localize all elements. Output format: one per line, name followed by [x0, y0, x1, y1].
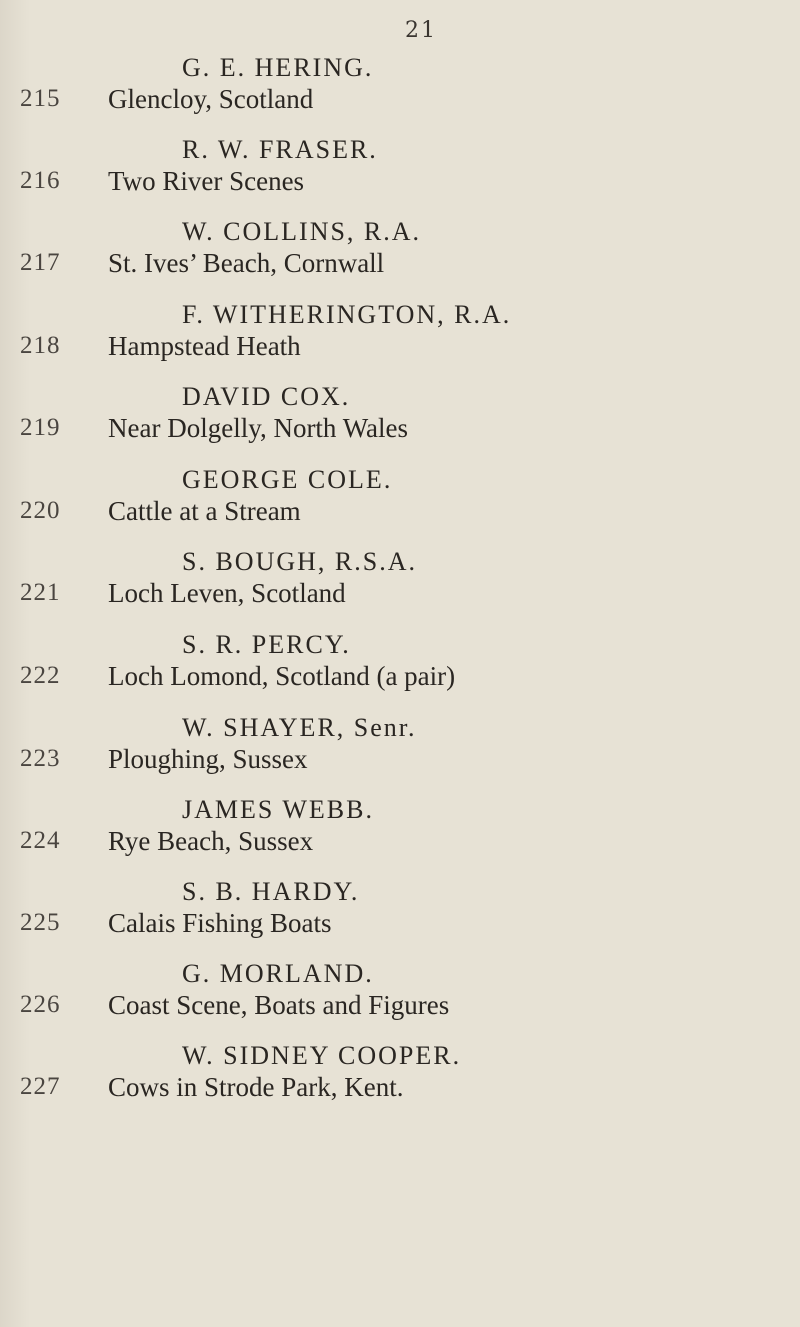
- catalogue-entry: [0, 959, 800, 1039]
- painting-title: Two River Scenes: [108, 166, 305, 196]
- catalogue-entry: [0, 630, 800, 710]
- lot-number: 221: [20, 579, 61, 606]
- artist-name: G. E. HERING.: [182, 53, 374, 82]
- catalogue-entry: [0, 713, 800, 793]
- artist-name: R. W. FRASER.: [182, 135, 378, 164]
- painting-title: Loch Lomond, Scotland (a pair): [108, 661, 456, 691]
- artist-name: DAVID COX.: [182, 382, 351, 411]
- lot-number: 217: [20, 249, 61, 276]
- artist-name: W. SHAYER, Senr.: [182, 713, 417, 742]
- lot-number: 215: [20, 85, 61, 112]
- painting-title: Ploughing, Sussex: [108, 744, 308, 774]
- catalogue-entry: [0, 217, 800, 297]
- painting-title: Rye Beach, Sussex: [108, 826, 314, 856]
- artist-name: S. B. HARDY.: [182, 877, 360, 906]
- painting-title: St. Ives’ Beach, Cornwall: [108, 248, 385, 278]
- painting-title: Glencloy, Scotland: [108, 84, 314, 114]
- lot-number: 225: [20, 909, 61, 936]
- artist-name: F. WITHERINGTON, R.A.: [182, 300, 512, 329]
- lot-number: 219: [20, 414, 61, 441]
- catalogue-entry: [0, 877, 800, 957]
- lot-number: 216: [20, 167, 61, 194]
- artist-name: W. SIDNEY COOPER.: [182, 1041, 462, 1070]
- lot-number: 227: [20, 1073, 61, 1100]
- catalogue-entry: [0, 795, 800, 875]
- painting-title: Loch Leven, Scotland: [108, 578, 346, 608]
- painting-title: Hampstead Heath: [108, 331, 301, 361]
- artist-name: S. BOUGH, R.S.A.: [182, 547, 417, 576]
- catalogue-entry: [0, 547, 800, 627]
- artist-name: S. R. PERCY.: [182, 630, 351, 659]
- artist-name: G. MORLAND.: [182, 959, 374, 988]
- lot-number: 222: [20, 662, 61, 689]
- catalogue-entry: [0, 53, 800, 133]
- catalogue-entry: [0, 382, 800, 462]
- painting-title: Near Dolgelly, North Wales: [108, 413, 408, 443]
- artist-name: W. COLLINS, R.A.: [182, 217, 422, 246]
- lot-number: 220: [20, 497, 61, 524]
- page-number: 21: [405, 18, 437, 43]
- artist-name: JAMES WEBB.: [182, 795, 374, 824]
- painting-title: Calais Fishing Boats: [108, 908, 332, 938]
- painting-title: Cattle at a Stream: [108, 496, 301, 526]
- lot-number: 224: [20, 827, 61, 854]
- painting-title: Coast Scene, Boats and Figures: [108, 990, 450, 1020]
- painting-title: Cows in Strode Park, Kent.: [108, 1072, 404, 1102]
- catalogue-entry: [0, 465, 800, 545]
- catalogue-entry: [0, 135, 800, 215]
- lot-number: 223: [20, 745, 61, 772]
- lot-number: 226: [20, 991, 61, 1018]
- catalogue-entry: [0, 1041, 800, 1121]
- catalogue-entry: [0, 300, 800, 380]
- artist-name: GEORGE COLE.: [182, 465, 393, 494]
- lot-number: 218: [20, 332, 61, 359]
